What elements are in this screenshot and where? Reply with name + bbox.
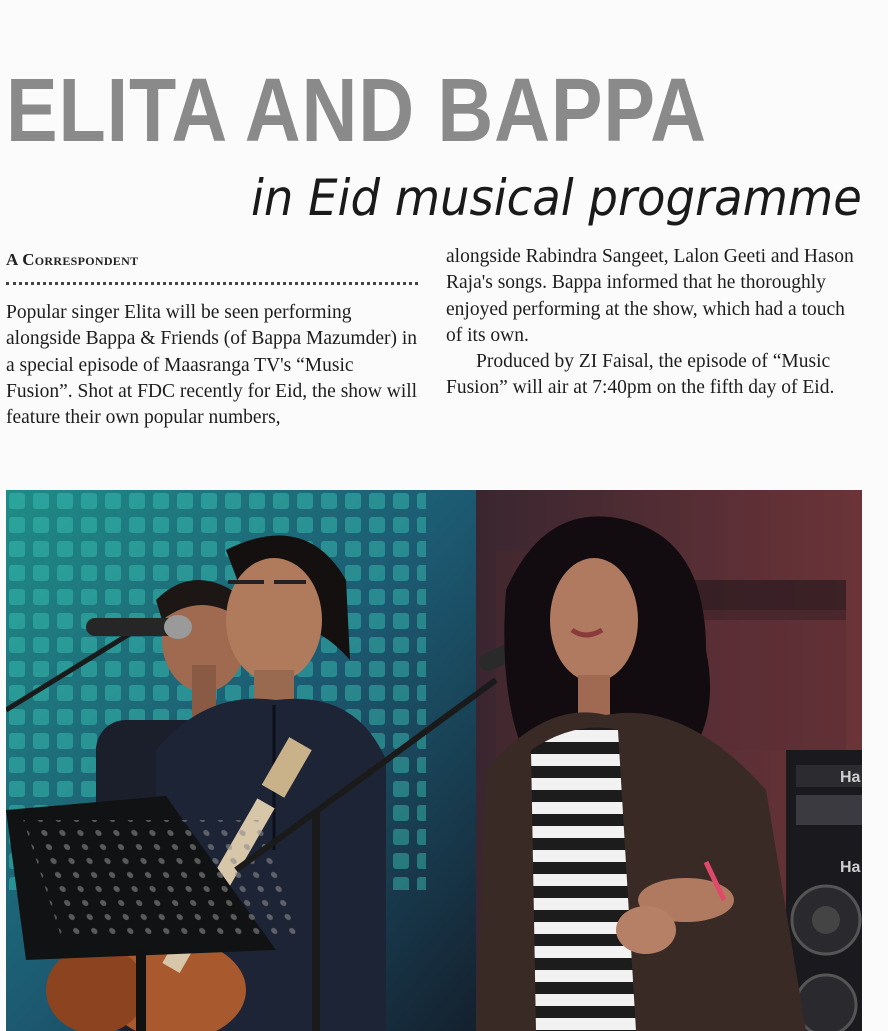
column-1 [6,300,422,431]
byline-divider [6,282,418,285]
amp-label: Ha [840,859,861,876]
paragraph: Popular singer Elita will be seen performing alongside Bappa & Friends (of Bappa Mazumder) in a special episode of Maasranga TV's “Music Fusion”. Shot at FDC recently for Eid, the show will feature their own popular numbers, [6,302,418,429]
paragraph: Produced by ZI Faisal, the episode of “Music Fusion” will air at 7:40pm on the fifth day of Eid. [446,351,835,399]
byline: A Correspondent [6,250,139,269]
paragraph: alongside Rabindra Sangeet, Lalon Geeti and Hason Raja's songs. Bappa informed that he thoroughly enjoyed performing at the show, which had a touch of its own. [446,246,854,346]
column-2 [446,244,864,402]
amp-label: Ha [840,769,861,786]
subheadline: in Eid musical programme [251,169,862,227]
concert-photo [6,490,862,1031]
headline: ELITA AND BAPPA [6,61,707,161]
